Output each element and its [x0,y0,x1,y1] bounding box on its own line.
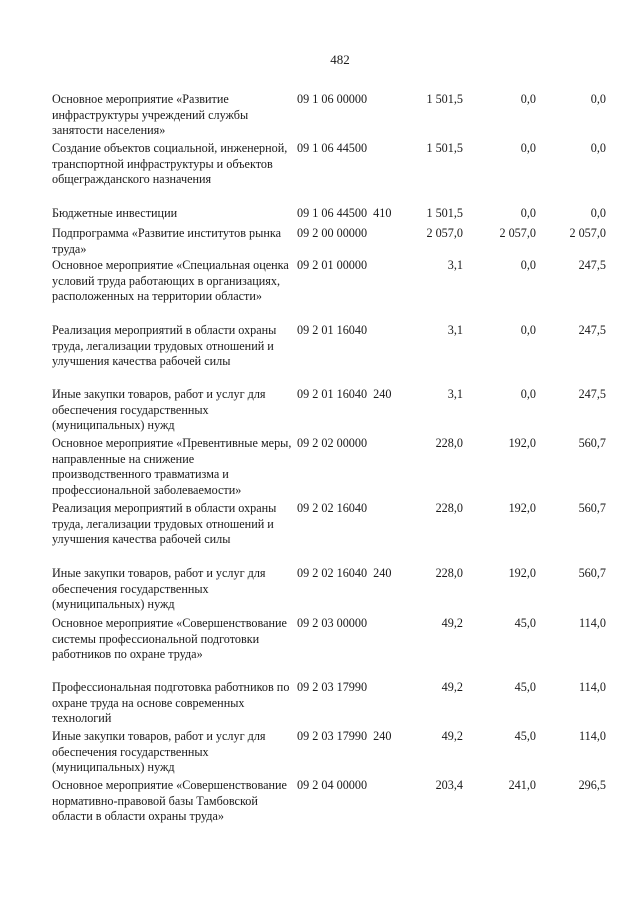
row-code: 09 1 06 44500 410 [297,206,392,220]
row-value-2: 192,0 [508,436,536,450]
row-description: Основное мероприятие «Совершенствование нормативно-правовой базы Тамбовской области в области охраны труда» [52,778,287,824]
row-code: 09 1 06 00000 [297,92,368,106]
row-code: 09 2 03 00000 [297,616,368,630]
row-code: 09 2 01 00000 [297,258,368,272]
row-value-1: 203,4 [435,778,463,792]
row-value-1: 1 501,5 [426,206,463,220]
row-value-3: 0,0 [590,141,606,155]
row-value-2: 0,0 [520,387,536,401]
row-value-1: 49,2 [441,616,463,630]
row-value-2: 0,0 [520,323,536,337]
row-code: 09 2 00 00000 [297,226,368,240]
row-value-3: 114,0 [579,680,606,694]
row-description: Реализация мероприятий в области охраны труда, легализации трудовых отношений и улучшения качества рабочей силы [52,323,277,369]
page-number: 482 [330,52,350,67]
row-value-2: 192,0 [508,566,536,580]
row-value-1: 228,0 [435,501,463,515]
row-code: 09 2 03 17990 240 [297,729,392,743]
row-value-1: 2 057,0 [426,226,463,240]
row-value-2: 0,0 [520,206,536,220]
row-value-1: 1 501,5 [426,141,463,155]
row-description: Основное мероприятие «Специальная оценка условий труда работающих в организациях, расположенных на территории области» [52,258,289,304]
row-code: 09 2 01 16040 240 [297,387,392,401]
row-value-1: 49,2 [441,729,463,743]
row-description: Создание объектов социальной, инженерной, транспортной инфраструктуры и объектов общегражданского назначения [52,141,288,187]
row-value-3: 247,5 [578,323,606,337]
row-value-2: 0,0 [520,258,536,272]
row-value-2: 45,0 [514,729,536,743]
row-description: Иные закупки товаров, работ и услуг для обеспечения государственных (муниципальных) нужд [52,729,266,775]
row-value-2: 0,0 [520,92,536,106]
row-value-1: 1 501,5 [426,92,463,106]
row-value-3: 560,7 [578,566,606,580]
row-code: 09 2 04 00000 [297,778,368,792]
row-value-2: 2 057,0 [499,226,536,240]
row-value-1: 228,0 [435,566,463,580]
row-value-2: 45,0 [514,616,536,630]
row-value-3: 560,7 [578,436,606,450]
row-value-2: 45,0 [514,680,536,694]
row-description: Иные закупки товаров, работ и услуг для обеспечения государственных (муниципальных) нужд [52,387,266,433]
row-code: 09 2 02 16040 240 [297,566,392,580]
row-value-3: 0,0 [590,92,606,106]
row-code: 09 1 06 44500 [297,141,368,155]
row-code: 09 2 03 17990 [297,680,368,694]
row-code: 09 2 02 00000 [297,436,368,450]
row-value-3: 0,0 [590,206,606,220]
row-description: Основное мероприятие «Развитие инфраструктуры учреждений службы занятости населения» [52,92,249,138]
row-value-1: 49,2 [441,680,463,694]
row-value-3: 560,7 [578,501,606,515]
row-value-1: 228,0 [435,436,463,450]
row-description: Основное мероприятие «Совершенствование системы профессиональной подготовки работников по охране труда» [52,616,287,662]
row-value-3: 296,5 [578,778,606,792]
row-value-1: 3,1 [447,258,463,272]
row-value-3: 114,0 [579,616,606,630]
row-description: Основное мероприятие «Превентивные меры, направленные на снижение производственного травматизма и профессиональной заболеваемости» [52,436,292,497]
row-value-2: 192,0 [508,501,536,515]
row-value-3: 247,5 [578,258,606,272]
row-code: 09 2 02 16040 [297,501,368,515]
row-value-1: 3,1 [447,387,463,401]
row-description: Реализация мероприятий в области охраны труда, легализации трудовых отношений и улучшения качества рабочей силы [52,501,277,547]
row-code: 09 2 01 16040 [297,323,368,337]
row-description: Бюджетные инвестиции [52,206,178,220]
row-value-1: 3,1 [447,323,463,337]
row-value-2: 0,0 [520,141,536,155]
row-value-3: 247,5 [578,387,606,401]
row-value-3: 2 057,0 [569,226,606,240]
row-description: Иные закупки товаров, работ и услуг для обеспечения государственных (муниципальных) нужд [52,566,266,612]
row-description: Подпрограмма «Развитие институтов рынка труда» [52,226,282,256]
row-description: Профессиональная подготовка работников по охране труда на основе современных технологий [52,680,290,726]
row-value-3: 114,0 [579,729,606,743]
row-value-2: 241,0 [508,778,536,792]
